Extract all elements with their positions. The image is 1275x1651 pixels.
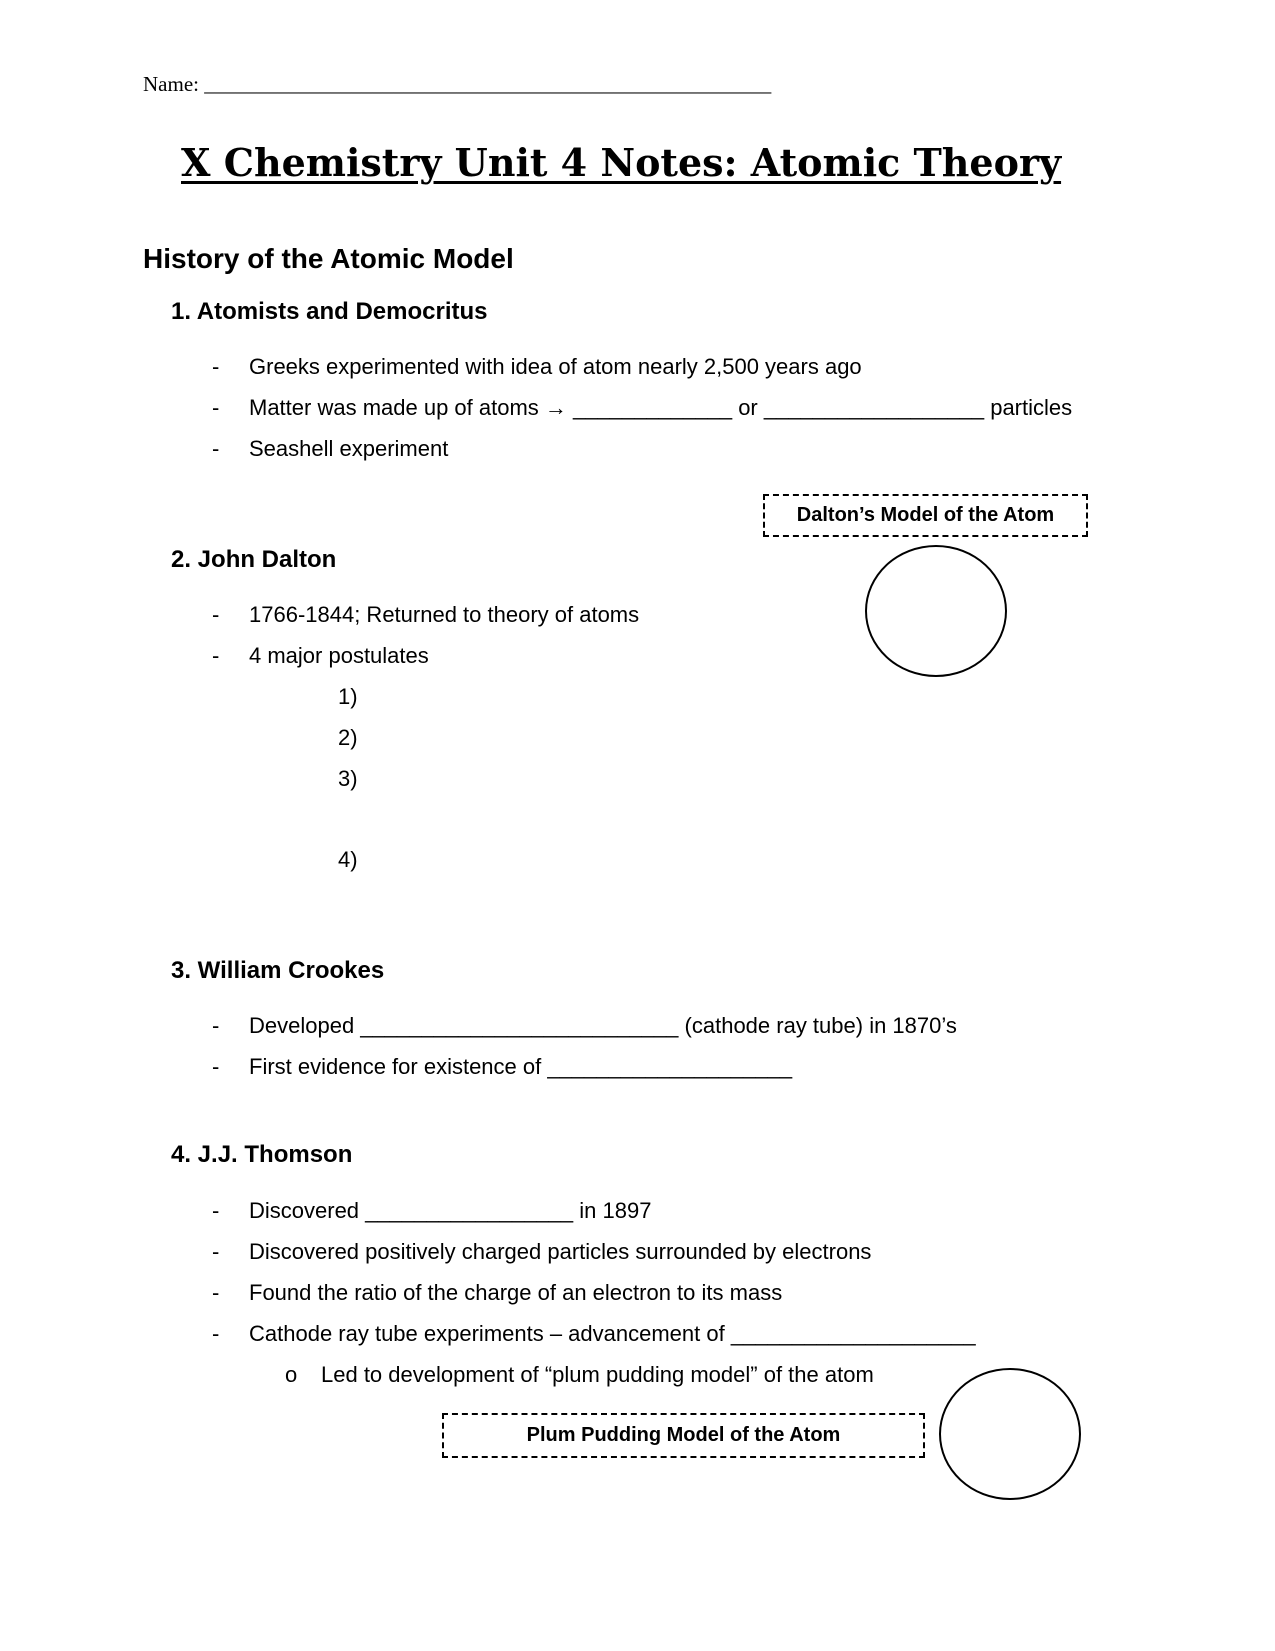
name-label: Name: — [143, 72, 205, 96]
atomists-bullet-2: Matter was made up of atoms → _____________ or __________________ particles — [249, 395, 1073, 420]
bullet-dash: - — [212, 1198, 220, 1223]
postulate-2: 2) — [338, 725, 358, 750]
crookes-bullet-1: Developed __________________________ (cathode ray tube) in 1870’s — [249, 1013, 957, 1038]
postulate-3: 3) — [338, 766, 358, 791]
dalton-model-label: Dalton’s Model of the Atom — [796, 504, 1055, 526]
page-title: X Chemistry Unit 4 Notes: Atomic Theory — [181, 140, 1062, 185]
bullet-dash: - — [212, 395, 220, 420]
atomists-bullet-3: Seashell experiment — [249, 436, 449, 461]
dalton-model-circle — [865, 545, 1007, 677]
plum-pudding-label-box — [442, 1413, 925, 1458]
sub-bullet-marker: o — [285, 1362, 298, 1387]
atomists-heading: 1. Atomists and Democritus — [171, 298, 488, 325]
plum-pudding-circle — [939, 1368, 1081, 1500]
bullet-dash: - — [212, 436, 220, 461]
dalton-model-label-box — [763, 494, 1088, 537]
bullet-dash: - — [212, 1239, 220, 1264]
crookes-heading: 3. William Crookes — [171, 957, 385, 984]
section-heading: History of the Atomic Model — [143, 243, 514, 274]
postulate-4: 4) — [338, 847, 358, 872]
crookes-bullet-2: First evidence for existence of ____________________ — [249, 1054, 793, 1079]
dalton-bullet-2: 4 major postulates — [249, 643, 429, 668]
plum-pudding-label: Plum Pudding Model of the Atom — [526, 1424, 841, 1446]
name-field — [143, 72, 771, 97]
thomson-bullet-3: Found the ratio of the charge of an electron to its mass — [249, 1280, 783, 1305]
thomson-bullet-1: Discovered _________________ in 1897 — [249, 1198, 652, 1223]
bullet-dash: - — [212, 1280, 220, 1305]
thomson-bullet-4: Cathode ray tube experiments – advancement of ____________________ — [249, 1321, 976, 1346]
thomson-heading: 4. J.J. Thomson — [171, 1141, 353, 1168]
bullet-dash: - — [212, 354, 220, 379]
atomists-bullet-1: Greeks experimented with idea of atom nearly 2,500 years ago — [249, 354, 862, 379]
dalton-heading: 2. John Dalton — [171, 546, 337, 573]
thomson-sub-bullet: Led to development of “plum pudding model” of the atom — [321, 1362, 874, 1387]
dalton-bullet-1: 1766-1844; Returned to theory of atoms — [249, 602, 640, 627]
bullet-dash: - — [212, 1321, 220, 1346]
bullet-dash: - — [212, 602, 220, 627]
bullet-dash: - — [212, 1054, 220, 1079]
bullet-dash: - — [212, 643, 220, 668]
postulate-1: 1) — [338, 684, 358, 709]
name-blank: ______________________________________________________ — [204, 72, 772, 96]
thomson-bullet-2: Discovered positively charged particles surrounded by electrons — [249, 1239, 872, 1264]
bullet-dash: - — [212, 1013, 220, 1038]
